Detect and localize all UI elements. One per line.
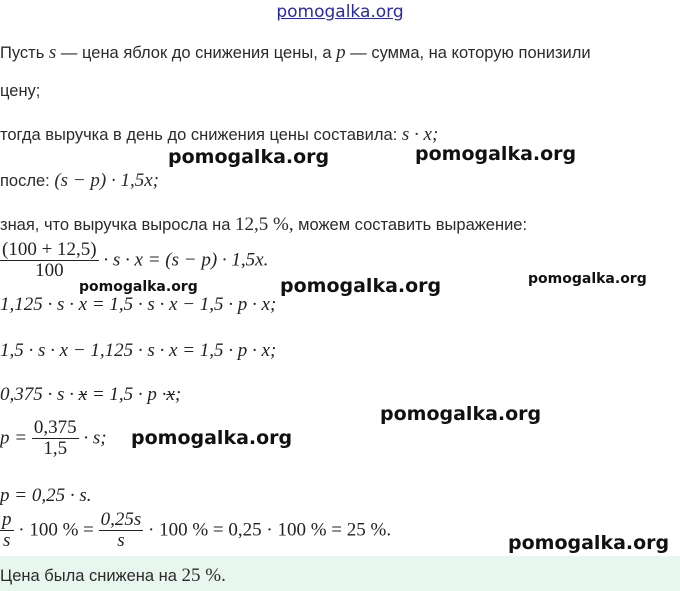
fraction-4-den: s [117, 529, 125, 551]
revenue-after-text: после: [0, 172, 50, 190]
fraction-1-num: (100 + 12,5) [2, 239, 97, 260]
equation-4 [0, 384, 181, 406]
fraction-3 [0, 510, 14, 552]
intro-line-2: цену; [0, 82, 41, 100]
fraction-3-den: s [3, 529, 11, 551]
watermark: pomogalka.org [508, 532, 670, 554]
answer-line [0, 565, 226, 587]
equation-4-cancel-1: x [78, 384, 88, 405]
fraction-1-den: 100 [35, 259, 64, 281]
equation-4-left: 0,375 · s · [0, 384, 74, 405]
equation-5 [0, 418, 107, 460]
intro-line-1 [0, 42, 591, 64]
equation-4-end: ; [174, 384, 182, 405]
equation-7-mid: · 100 % = [18, 519, 94, 541]
intro-text-1: Пусть [0, 44, 45, 62]
equation-4-cancel-2: x [166, 384, 175, 405]
intro-text-3: — сумма, на которую понизили [350, 44, 591, 62]
answer-value: 25 %. [181, 565, 226, 586]
revenue-before-expr: s · x; [401, 124, 439, 145]
site-link[interactable]: pomogalka.org [276, 2, 404, 22]
equation-5-lhs: p = [0, 427, 28, 449]
revenue-before-line [0, 124, 438, 146]
equation-3: 1,5 · s · x − 1,125 · s · x = 1,5 · p · x; [0, 340, 277, 361]
equation-7-rest: · 100 % = 0,25 · 100 % = 25 %. [148, 519, 392, 541]
fraction-4 [99, 510, 144, 552]
equation-7 [0, 510, 391, 552]
fraction-2-num: 0,375 [33, 417, 77, 438]
fraction-3-num: p [2, 509, 12, 530]
fraction-1 [0, 240, 99, 282]
revenue-after-expr: (s − p) · 1,5x; [54, 170, 159, 191]
knowing-line [0, 214, 527, 236]
watermark: pomogalka.org [280, 275, 442, 297]
equation-1-rest: · s · x = (s − p) · 1,5x. [103, 249, 269, 271]
watermark: pomogalka.org [380, 403, 542, 425]
intro-text-2: — цена яблок до снижения цены, а [60, 44, 332, 62]
var-p: p [336, 42, 346, 63]
answer-text: Цена была снижена на [0, 567, 177, 585]
equation-1 [0, 240, 268, 282]
watermark: pomogalka.org [79, 279, 198, 295]
equation-2: 1,125 · s · x = 1,5 · s · x − 1,5 · p · x; [0, 294, 277, 315]
knowing-text-1: зная, что выручка выросла на [0, 216, 231, 234]
watermark: pomogalka.org [131, 427, 293, 449]
fraction-2-den: 1,5 [43, 437, 68, 459]
fraction-2 [32, 418, 79, 460]
fraction-4-num: 0,25s [100, 509, 142, 530]
watermark: pomogalka.org [528, 271, 647, 287]
watermark: pomogalka.org [168, 146, 330, 168]
revenue-before-text: тогда выручка в день до снижения цены составила: [0, 126, 398, 144]
var-s: s [48, 42, 57, 63]
revenue-after-line [0, 170, 159, 192]
knowing-text-2: можем составить выражение: [298, 216, 528, 234]
equation-6: p = 0,25 · s. [0, 485, 92, 506]
equation-5-rest: · s; [83, 427, 107, 449]
equation-4-mid: = 1,5 · p · [91, 384, 167, 405]
increase-value: 12,5 %, [235, 214, 294, 235]
watermark: pomogalka.org [415, 143, 577, 165]
